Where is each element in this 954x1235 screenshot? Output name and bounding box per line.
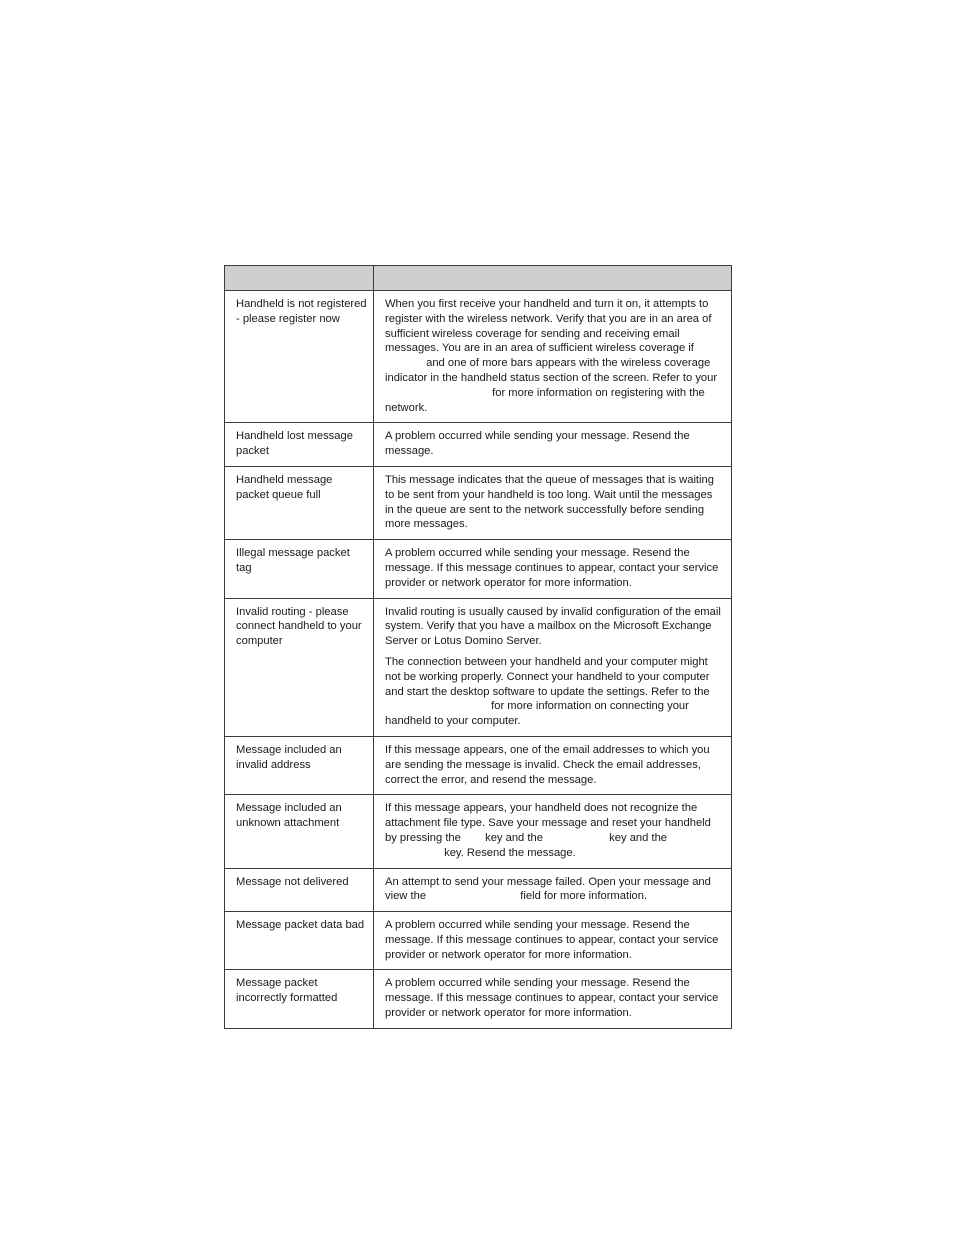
- table-row: [225, 868, 732, 912]
- description-cell: [374, 736, 732, 794]
- description-cell: [374, 466, 732, 539]
- table-body: [225, 291, 732, 1029]
- description-text: and one of more bars appears with the wireless coverage indicator in the handheld status section of the screen. Refer to your: [385, 357, 718, 384]
- description-text: An attempt to send your message failed. Open your message and view the: [385, 875, 711, 903]
- message-cell: Message packet data bad: [225, 912, 374, 970]
- table-row: [225, 912, 732, 970]
- message-cell: Message included an invalid address: [225, 736, 374, 794]
- description-text: A problem occurred while sending your message. Resend the message. If this message continues to appear, contact your service provider or network operator for more information.: [385, 977, 719, 1020]
- description-cell: [374, 291, 732, 423]
- table-row: [225, 736, 732, 794]
- description-paragraph: [385, 546, 724, 590]
- table-row: [225, 970, 732, 1028]
- message-cell: Message included an unknown attachment: [225, 795, 374, 868]
- table-row: [225, 540, 732, 598]
- description-text: for more information on registering with the network.: [385, 386, 705, 414]
- description-text: key and the: [485, 831, 543, 844]
- description-text: key and the: [609, 831, 668, 844]
- description-text: A problem occurred while sending your message. Resend the message. If this message continues to appear, contact your service provider or network operator for more information.: [385, 547, 719, 589]
- description-cell: [374, 540, 732, 598]
- description-paragraph: [385, 743, 724, 787]
- description-text: If this message appears, your handheld does not recognize the attachment file type. Save your message and reset your handheld by pressing the: [385, 802, 711, 844]
- description-paragraph: [385, 918, 724, 962]
- description-cell: [374, 912, 732, 970]
- table-row: [225, 795, 732, 868]
- message-cell: Invalid routing - please connect handheld to your computer: [225, 598, 374, 736]
- description-paragraph: [385, 473, 724, 532]
- description-paragraph: [385, 976, 724, 1020]
- table-row: [225, 291, 732, 423]
- description-cell: [374, 598, 732, 736]
- description-paragraph: [385, 429, 724, 459]
- description-paragraph: [385, 605, 724, 649]
- description-paragraph: [385, 875, 724, 905]
- description-text: for more information on connecting your handheld to your computer.: [385, 700, 689, 728]
- table-row: [225, 598, 732, 736]
- description-text: key. Resend the message.: [444, 846, 576, 859]
- description-text: A problem occurred while sending your message. Resend the message. If this message continues to appear, contact your service provider or network operator for more information.: [385, 919, 719, 961]
- error-message-table: [224, 265, 732, 1029]
- description-cell: [374, 868, 732, 912]
- description-cell: [374, 795, 732, 868]
- description-text: field for more information.: [520, 890, 648, 903]
- description-paragraph: [385, 297, 724, 415]
- message-cell: Illegal message packet tag: [225, 540, 374, 598]
- description-paragraph: [385, 801, 724, 860]
- table-header-row: [225, 266, 732, 291]
- table-row: [225, 423, 732, 467]
- description-text: The connection between your handheld and your computer might not be working properly. Connect your handheld to your computer and start the desktop software to update the settings. Refer to the: [385, 655, 710, 698]
- description-text: When you first receive your handheld and turn it on, it attempts to register with the wireless network. Verify that you are in an area of sufficient wireless coverage for sending and receiving email messages. You are in an area of sufficient wireless coverage if: [385, 298, 712, 355]
- description-paragraph: [385, 655, 724, 729]
- description-text: If this message appears, one of the email addresses to which you are sending the message is invalid. Check the email addresses, correct the error, and resend the message.: [385, 743, 710, 786]
- message-cell: Handheld is not registered - please register now: [225, 291, 374, 423]
- message-cell: Message not delivered: [225, 868, 374, 912]
- table-row: [225, 466, 732, 539]
- description-text: A problem occurred while sending your message. Resend the message.: [385, 430, 690, 458]
- description-cell: [374, 970, 732, 1028]
- description-cell: [374, 423, 732, 467]
- description-text: Invalid routing is usually caused by invalid configuration of the email system. Verify that you have a mailbox on the Microsoft Exchange Server or Lotus Domino Server.: [385, 605, 721, 648]
- header-cell-message: [225, 266, 374, 291]
- message-cell: Message packet incorrectly formatted: [225, 970, 374, 1028]
- description-text: This message indicates that the queue of messages that is waiting to be sent from your handheld is too long. Wait until the messages in the queue are sent to the network successfully before sending more messages.: [385, 473, 714, 531]
- message-cell: Handheld message packet queue full: [225, 466, 374, 539]
- header-cell-description: [374, 266, 732, 291]
- message-cell: Handheld lost message packet: [225, 423, 374, 467]
